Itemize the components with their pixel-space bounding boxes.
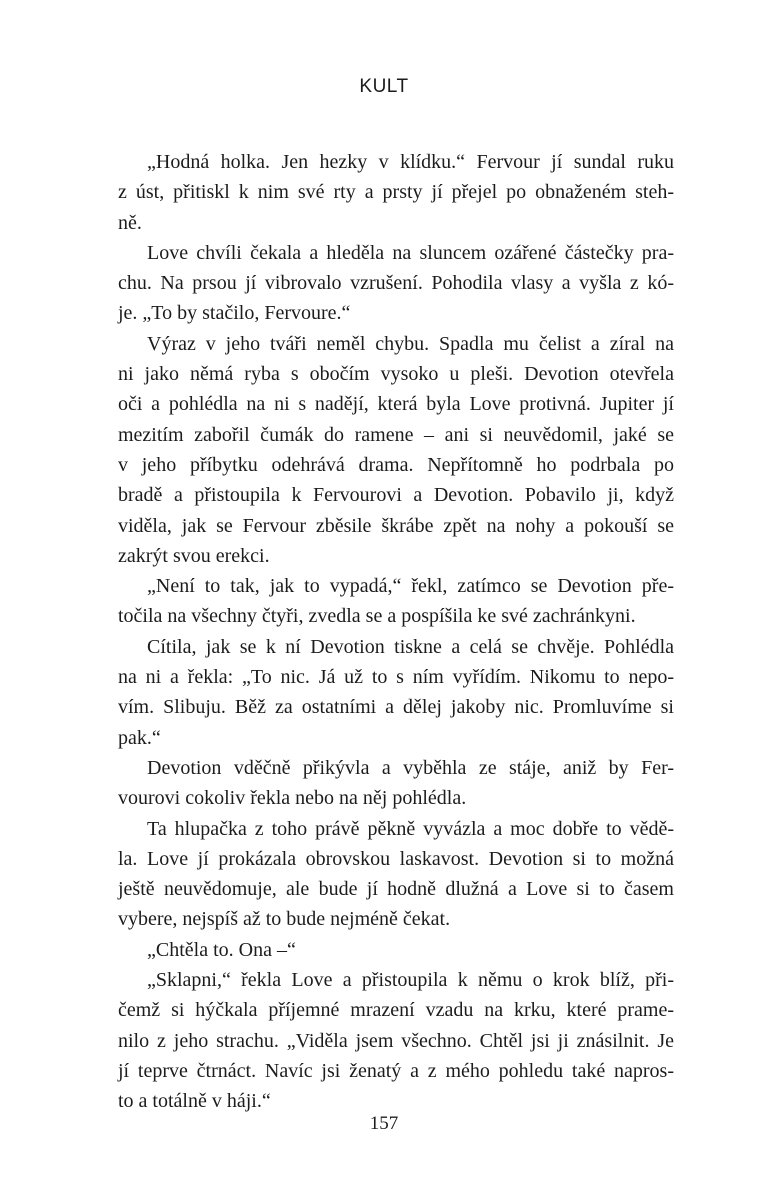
- running-head: KULT: [359, 76, 409, 97]
- text-line: pak.“: [118, 726, 161, 749]
- text-line: bradě a přistoupila k Fervourovi a Devotion. Pobavilo ji, když: [118, 484, 674, 507]
- text-line: točila na všechny čtyři, zvedla se a pospíšila ke své zachránkyni.: [118, 605, 636, 628]
- text-line: vybere, nejspíš až to bude nejméně čekat.: [118, 908, 451, 931]
- text-line: la. Love jí prokázala obrovskou laskavost. Devotion si to možná: [118, 847, 674, 870]
- text-line: zakrýt svou erekci.: [118, 544, 270, 567]
- text-line: Cítila, jak se k ní Devotion tiskne a celá se chvěje. Pohlédla: [147, 635, 674, 658]
- text-line: je. „To by stačilo, Fervoure.“: [118, 302, 351, 325]
- paragraph: [118, 935, 674, 965]
- text-line: chu. Na prsou jí vibrovalo vzrušení. Pohodila vlasy a vyšla z kó-: [118, 272, 674, 295]
- text-line: jí teprve čtrnáct. Navíc jsi ženatý a z mého pohledu také napros-: [118, 1059, 674, 1082]
- text-line: Devotion vděčně přikývla a vyběhla ze stáje, aniž by Fer-: [147, 756, 674, 779]
- paragraph: [118, 632, 674, 753]
- text-line: ni jako němá ryba s obočím vysoko u pleši. Devotion otevřela: [118, 363, 674, 386]
- text-line: „Sklapni,“ řekla Love a přistoupila k němu o krok blíž, při-: [147, 969, 674, 992]
- text-line: vím. Slibuju. Běž za ostatními a dělej jakoby nic. Promluvíme si: [118, 696, 674, 719]
- page-number: 157: [369, 1113, 399, 1134]
- paragraph: [118, 238, 674, 329]
- body-text: [118, 147, 674, 1117]
- paragraph: [118, 329, 674, 571]
- text-line: Výraz v jeho tváři neměl chybu. Spadla mu čelist a zíral na: [147, 332, 674, 355]
- text-line: „Chtěla to. Ona –“: [147, 938, 296, 961]
- text-line: viděla, jak se Fervour zběsile škrábe zpět na nohy a pokouší se: [118, 514, 674, 537]
- text-line: „Hodná holka. Jen hezky v klídku.“ Fervour jí sundal ruku: [147, 151, 674, 173]
- paragraph: [118, 965, 674, 1116]
- text-line: Ta hlupačka z toho právě pěkně vyvázla a moc dobře to vědě-: [147, 817, 674, 840]
- text-line: Love chvíli čekala a hleděla na sluncem ozářené částečky pra-: [147, 241, 674, 264]
- text-line: to a totálně v háji.“: [118, 1090, 271, 1113]
- text-line: nilo z jeho strachu. „Viděla jsem všechno. Chtěl jsi ji znásilnit. Je: [118, 1029, 674, 1052]
- text-line: mezitím zabořil čumák do ramene – ani si neuvědomil, jaké se: [118, 423, 674, 446]
- text-line: čemž si hýčkala příjemné mrazení vzadu na krku, které prame-: [118, 999, 674, 1022]
- paragraph: [118, 753, 674, 814]
- text-line: v jeho příbytku odehrává drama. Nepřítomně ho podrbala po: [118, 453, 674, 476]
- text-line: oči a pohlédla na ni s nadějí, která byla Love protivná. Jupiter jí: [118, 393, 674, 416]
- paragraph: [118, 147, 674, 238]
- paragraph: [118, 571, 674, 632]
- text-line: z úst, přitiskl k nim své rty a prsty jí přejel po obnaženém steh-: [118, 181, 674, 204]
- text-line: na ni a řekla: „To nic. Já už to s ním vyřídím. Nikomu to nepo-: [118, 666, 674, 689]
- text-line: ně.: [118, 211, 142, 234]
- paragraph: [118, 814, 674, 935]
- text-line: vourovi cokoliv řekla nebo na něj pohlédla.: [118, 787, 467, 810]
- text-line: ještě neuvědomuje, ale bude jí hodně dlužná a Love si to časem: [118, 878, 674, 901]
- text-line: „Není to tak, jak to vypadá,“ řekl, zatímco se Devotion pře-: [147, 575, 674, 598]
